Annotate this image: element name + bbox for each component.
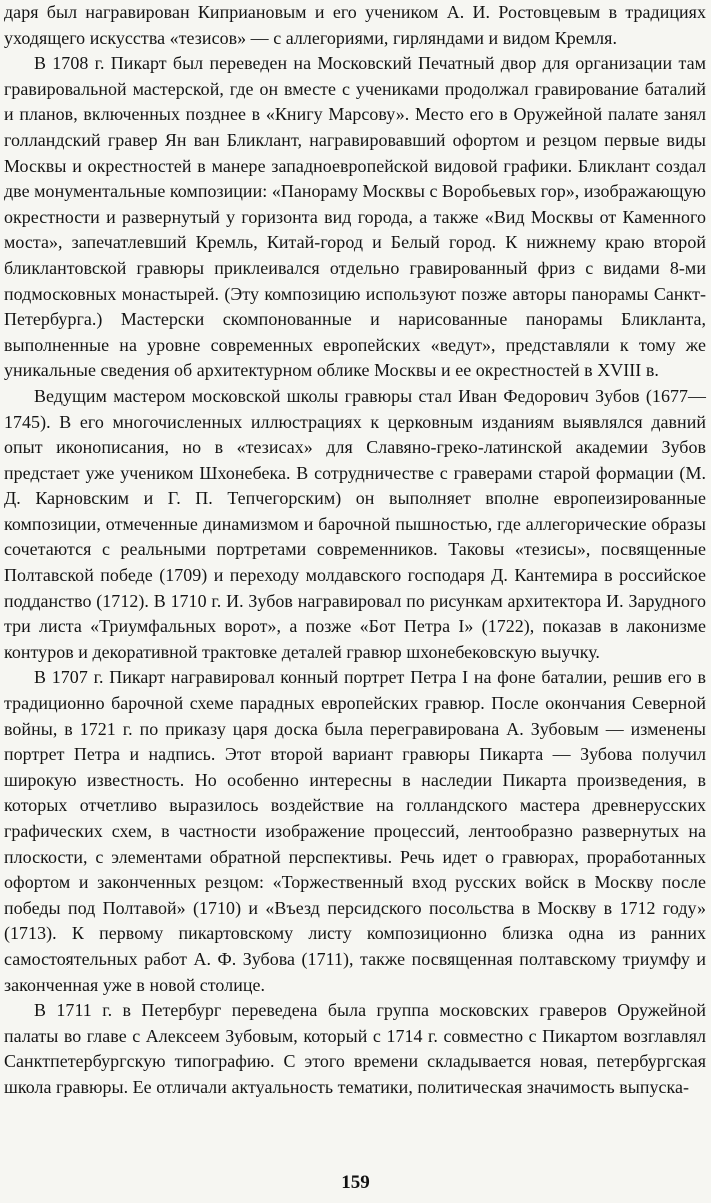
paragraph-pikart-portrait: В 1707 г. Пикарт награвировал конный портрет Петра I на фоне баталии, решив его в традиционно барочной схеме парадных европейских гравюр. После окончания Северной войны, в 1721 г. по приказу царя доска была перегравирована А. Зубовым — изменены портрет Петра и надпись. Этот второй вариант гравюры Пикарта — Зубова получил широкую известность. Но особенно интересны в наследии Пикарта произведения, в которых отчетливо выразилось воздействие на голландского мастера древнерусских графических схем, в частности изображение процессий, лентообразно развернутых на плоскости, с элементами обратной перспективы. Речь идет о гравюрах, проработанных офортом и законченных резцом: «Торжественный вход русских войск в Москву после победы под Полтавой» (1710) и «Въезд персидского посольства в Москву в 1712 году» (1713). К первому пикартовскому листу композиционно близка одна из ранних самостоятельных работ А. Ф. Зубова (1711), также посвященная полтавскому триумфу и законченная уже в новой столице.: [4, 667, 706, 995]
body-text: [4, 0, 706, 1101]
paragraph-continuation: даря был награвирован Киприановым и его учеником А. И. Ростовцевым в традициях уходящего искусства «тезисов» — с аллегориями, гирляндами и видом Кремля.: [4, 2, 706, 48]
page-number: 159: [341, 1172, 370, 1193]
paragraph-petersburg-school: В 1711 г. в Петербург переведена была группа московских граверов Оружейной палаты во главе с Алексеем Зубовым, который с 1714 г. совместно с Пикартом возглавлял Санктпетербургскую типографию. С этого времени складывается новая, петербургская школа гравюры. Ее отличали актуальность тематики, политическая значимость выпуска-: [4, 1000, 706, 1097]
paragraph-zubov: Ведущим мастером московской школы гравюры стал Иван Федорович Зубов (1677—1745). В его многочисленных иллюстрациях к церковным изданиям выявлялся давний опыт иконописания, но в «тезисах» для Славяно-греко-латинской академии Зубов предстает уже учеником Шхонебека. В сотрудничестве с граверами старой формации (М. Д. Карновским и Г. П. Тепчегорским) он выполняет вполне европеизированные композиции, отмеченные динамизмом и барочной пышностью, где аллегорические образы сочетаются с реальными портретами современников. Таковы «тезисы», посвященные Полтавской победе (1709) и переходу молдавского господаря Д. Кантемира в российское подданство (1712). В 1710 г. И. Зубов награвировал по рисункам архитектора И. Зарудного три листа «Триумфальных ворот», а позже «Бот Петра I» (1722), показав в лаконизме контуров и декоративной трактовке деталей гравюр шхонебековскую выучку.: [4, 385, 706, 662]
paragraph-pikart-bliklant: В 1708 г. Пикарт был переведен на Московский Печатный двор для организации там гравировальной мастерской, где он вместе с учениками продолжал гравирование баталий и планов, включенных позднее в «Книгу Марсову». Место его в Оружейной палате занял голландский гравер Ян ван Бликлант, награвировавший офортом и резцом первые виды Москвы и окрестностей в манере западноевропейской видовой графики. Бликлант создал две монументальные композиции: «Панораму Москвы с Воробьевых гор», изображающую окрестности и развернутый у горизонта вид города, а также «Вид Москвы от Каменного моста», запечатлевший Кремль, Китай-город и Белый город. К нижнему краю второй бликлантовской гравюры приклеивался отдельно гравированный фриз с видами 8-ми подмосковных монастырей. (Эту композицию используют позже авторы панорамы Санкт-Петербурга.) Мастерски скомпонованные и нарисованные панорамы Бликланта, выполненные на уровне современных европейских «ведут», представляли к тому же уникальные сведения об архитектурном облике Москвы и ее окрестностей в XVIII в.: [4, 53, 706, 381]
